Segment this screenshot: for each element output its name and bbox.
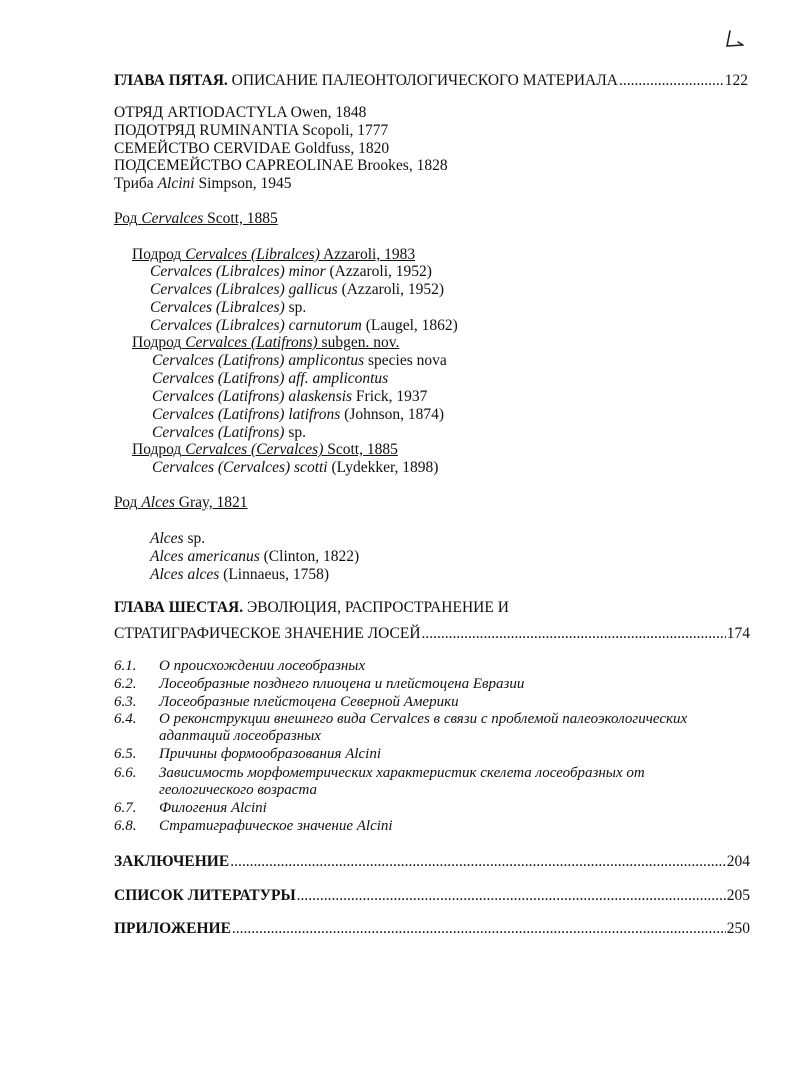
- species-item: [150, 281, 444, 299]
- species-author: (Azzaroli, 1952): [329, 263, 432, 280]
- species-name: Alces americanus: [150, 548, 260, 565]
- species-name: Cervalces (Latifrons): [152, 424, 285, 441]
- toc-conclusion: [114, 853, 750, 871]
- species-author: (Clinton, 1822): [263, 548, 360, 565]
- species-name: Cervalces (Latifrons) latifrons: [152, 406, 341, 423]
- subgenus-prefix: Подрод: [132, 441, 182, 458]
- taxon-suborder: ПОДОТРЯД RUMINANTIA Scopoli, 1777: [114, 122, 389, 139]
- genus-name: Cervalces: [141, 210, 204, 227]
- leader-dots: [232, 920, 726, 938]
- section-number: 6.2.: [114, 676, 137, 692]
- species-item: [150, 566, 329, 584]
- subgenus-latifrons-heading: [132, 334, 399, 352]
- toc-appendix: [114, 920, 750, 938]
- species-author: sp.: [288, 424, 307, 441]
- genus-author: Gray, 1821: [178, 494, 248, 511]
- references-page: 205: [726, 887, 750, 904]
- genus-name: Alces: [141, 494, 175, 511]
- species-author: (Laugel, 1862): [365, 317, 458, 334]
- species-name: Cervalces (Latifrons) alaskensis: [152, 388, 353, 405]
- section-number: 6.1.: [114, 658, 137, 674]
- subgenus-libralces-heading: [132, 246, 415, 264]
- taxon-family: СЕМЕЙСТВО CERVIDAE Goldfuss, 1820: [114, 140, 390, 157]
- taxon-subfamily: ПОДСЕМЕЙСТВО CAPREOLINAE Brookes, 1828: [114, 157, 448, 174]
- subgenus-prefix: Подрод: [132, 334, 182, 351]
- tribe-name: Alcini: [157, 175, 195, 192]
- chapter6-label: ГЛАВА ШЕСТАЯ.: [114, 599, 244, 616]
- species-author: (Johnson, 1874): [344, 406, 445, 423]
- section-title: геологического возраста: [159, 782, 317, 798]
- chapter5-page: 122: [724, 72, 748, 89]
- chapter5-title: ОПИСАНИЕ ПАЛЕОНТОЛОГИЧЕСКОГО МАТЕРИАЛА: [231, 72, 618, 89]
- section-number: 6.3.: [114, 694, 137, 710]
- species-item: [150, 317, 458, 335]
- section-number: 6.5.: [114, 746, 137, 762]
- species-item: [152, 406, 444, 424]
- subgenus-name: Cervalces (Cervalces): [185, 441, 324, 458]
- species-name: Alces alces: [150, 566, 220, 583]
- species-name: Cervalces (Libralces) carnutorum: [150, 317, 362, 334]
- section-title: Стратиграфическое значение Alcini: [159, 818, 393, 834]
- chapter5-label: ГЛАВА ПЯТАЯ.: [114, 72, 228, 89]
- species-name: Cervalces (Latifrons) aff. amplicontus: [152, 370, 389, 387]
- subgenus-prefix: Подрод: [132, 246, 182, 263]
- species-author: (Azzaroli, 1952): [341, 281, 445, 298]
- tribe-author: Simpson, 1945: [198, 175, 292, 192]
- species-name: Alces: [150, 530, 184, 547]
- subgenus-author: Azzaroli, 1983: [322, 246, 416, 263]
- species-author: Frick, 1937: [355, 388, 428, 405]
- species-author: sp.: [187, 530, 206, 547]
- taxon-order: ОТРЯД ARTIODACTYLA Owen, 1848: [114, 104, 367, 121]
- chapter6-title-line1: ЭВОЛЮЦИЯ, РАСПРОСТРАНЕНИЕ И: [246, 599, 509, 616]
- section-number: 6.8.: [114, 818, 137, 834]
- section-title: адаптаций лосеобразных: [159, 728, 321, 744]
- toc-chapter6-line1: [114, 599, 509, 617]
- section-number: 6.4.: [114, 711, 137, 727]
- section-title: О происхождении лосеобразных: [159, 658, 366, 674]
- subgenus-author: Scott, 1885: [327, 441, 398, 458]
- section-title: Филогения Alcini: [159, 800, 267, 816]
- genus-prefix: Род: [114, 210, 138, 227]
- section-title: Лосеобразные плейстоцена Северной Америки: [159, 694, 459, 710]
- conclusion-page: 204: [726, 853, 750, 870]
- section-number: 6.6.: [114, 765, 137, 781]
- section-number: 6.7.: [114, 800, 137, 816]
- chapter6-title-line2: СТРАТИГРАФИЧЕСКОЕ ЗНАЧЕНИЕ ЛОСЕЙ: [114, 625, 421, 642]
- species-author: (Lydekker, 1898): [331, 459, 439, 476]
- species-name: Cervalces (Cervalces) scotti: [152, 459, 328, 476]
- handwritten-page-mark: [724, 28, 746, 50]
- species-name: Cervalces (Libralces) minor: [150, 263, 326, 280]
- species-item: [150, 299, 306, 317]
- subgenus-name: Cervalces (Latifrons): [185, 334, 318, 351]
- leader-dots: [422, 625, 726, 643]
- species-item: [152, 388, 427, 406]
- section-title: О реконструкции внешнего вида Cervalces в связи с проблемой палеоэкологических: [159, 711, 688, 727]
- species-item: [152, 370, 388, 388]
- subgenus-cervalces-heading: [132, 441, 398, 459]
- taxon-tribe: [114, 175, 292, 193]
- tribe-prefix: Триба: [114, 175, 154, 192]
- species-author: sp.: [288, 299, 307, 316]
- species-item: [152, 352, 447, 370]
- chapter6-page: 174: [726, 625, 750, 642]
- species-item: [152, 424, 306, 442]
- genus-author: Scott, 1885: [207, 210, 278, 227]
- leader-dots: [297, 887, 726, 905]
- leader-dots: [619, 72, 724, 90]
- references-label: СПИСОК ЛИТЕРАТУРЫ: [114, 887, 296, 904]
- genus-cervalces-heading: [114, 210, 278, 228]
- subgenus-author: subgen. nov.: [321, 334, 400, 351]
- section-title: Лосеобразные позднего плиоцена и плейстоцена Евразии: [159, 676, 525, 692]
- conclusion-label: ЗАКЛЮЧЕНИЕ: [114, 853, 230, 870]
- species-name: Cervalces (Libralces): [150, 299, 285, 316]
- genus-prefix: Род: [114, 494, 138, 511]
- appendix-page: 250: [726, 920, 750, 937]
- species-name: Cervalces (Libralces) gallicus: [150, 281, 338, 298]
- toc-chapter6-line2: [114, 625, 750, 643]
- genus-alces-heading: [114, 494, 248, 512]
- species-item: [150, 548, 359, 566]
- species-author: (Linnaeus, 1758): [223, 566, 330, 583]
- toc-references: [114, 887, 750, 905]
- toc-chapter5: [114, 72, 748, 90]
- species-author: species nova: [367, 352, 447, 369]
- species-name: Cervalces (Latifrons) amplicontus: [152, 352, 365, 369]
- leader-dots: [230, 853, 726, 871]
- section-title: Зависимость морфометрических характеристик скелета лосеобразных от: [159, 765, 645, 781]
- species-item: [150, 530, 205, 548]
- subgenus-name: Cervalces (Libralces): [185, 246, 320, 263]
- species-item: [150, 263, 432, 281]
- species-item: [152, 459, 438, 477]
- section-title: Причины формообразования Alcini: [159, 746, 382, 762]
- appendix-label: ПРИЛОЖЕНИЕ: [114, 920, 231, 937]
